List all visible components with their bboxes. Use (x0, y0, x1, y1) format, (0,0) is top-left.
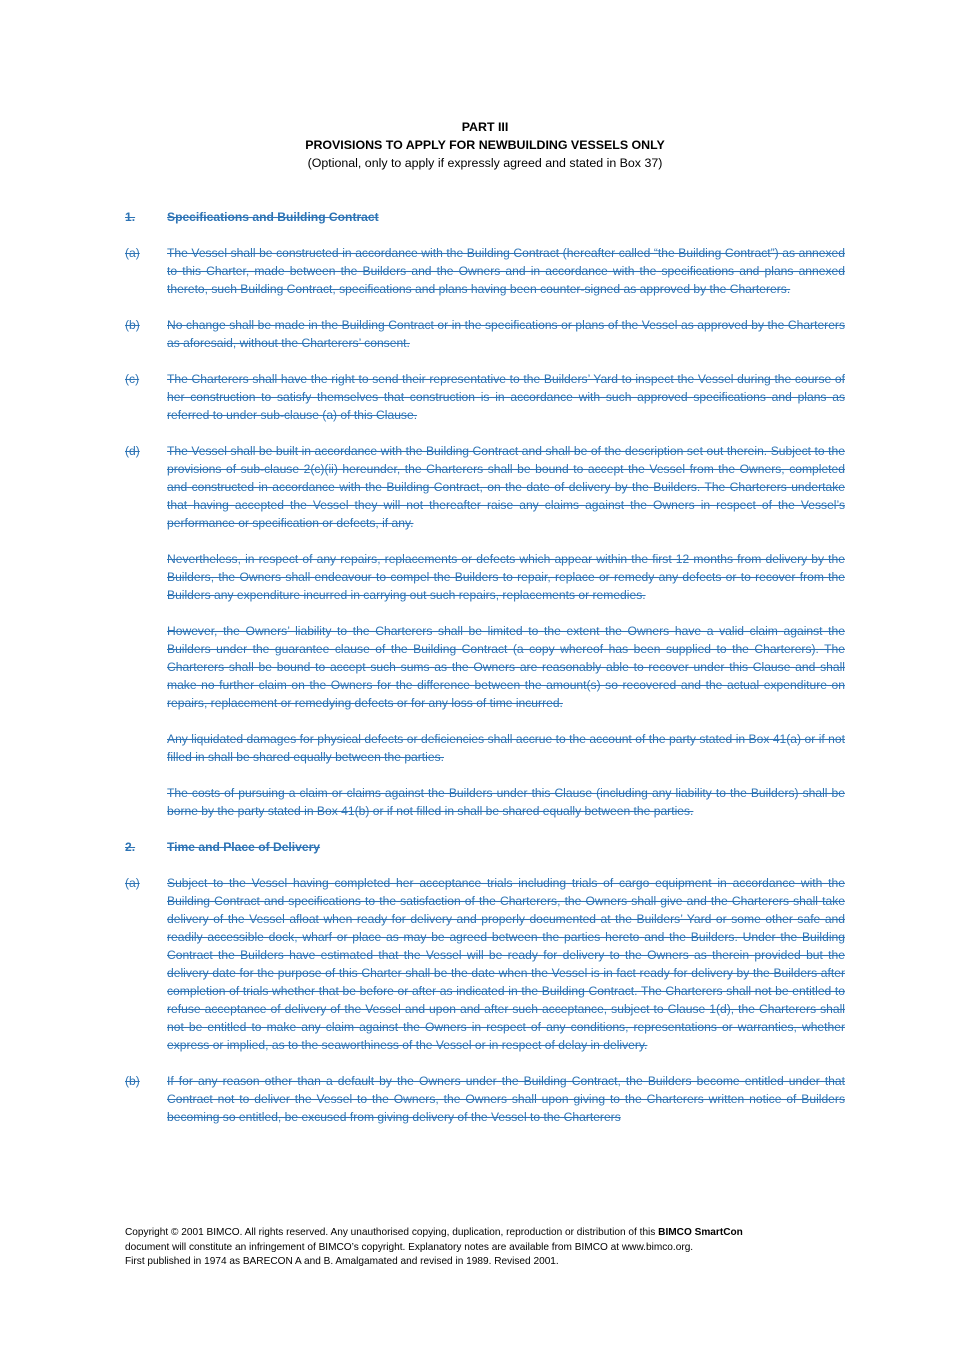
clause-2-heading (125, 838, 845, 856)
part-subtitle: (Optional, only to apply if expressly agreed and stated in Box 37) (307, 156, 663, 170)
clause-2-number: 2. (125, 840, 136, 854)
clause-2b-label: (b) (125, 1074, 140, 1088)
clause-1c-text: The Charterers shall have the right to send their representative to the Builders’ Yard to inspect the Vessel during the course of her construction to satisfy themselves that construction is in accordance with such approved specifications and plans as referred to under sub-clause (a) of this Clause. (167, 372, 845, 422)
footer-brand: BIMCO SmartCon (658, 1227, 743, 1238)
copyright-footer (125, 1226, 845, 1270)
clause-1b-text: No change shall be made in the Building Contract or in the specifications or plans of the Vessel as approved by the Charterers as aforesaid, without the Charterers’ consent. (167, 318, 845, 350)
part-label: PART III (461, 120, 509, 134)
title-block (125, 118, 845, 172)
clause-2b-text: If for any reason other than a default by the Owners under the Building Contract, the Builders become entitled under that Contract not to deliver the Vessel to the Owners, the Owners shall upon giving to the Charterers written notice of Builders becoming so entitled, be excused from giving delivery of the Vessel to the Charterers (167, 1074, 845, 1124)
footer-line-1-text: Copyright © 2001 BIMCO. All rights reserved. Any unauthorised copying, duplication, reproduction or distribution of this (125, 1227, 659, 1238)
footer-line-3: First published in 1974 as BARECON A and B. Amalgamated and revised in 1989. Revised 2001. (125, 1256, 559, 1267)
clause-1a-text: The Vessel shall be constructed in accordance with the Building Contract (hereafter called “the Building Contract”) as annexed to this Charter, made between the Builders and the Owners and in accordance with the specifications and plans annexed thereto, such Building Contract, specifications and plans having been counter-signed as approved by the Charterers. (167, 246, 845, 296)
clause-1a (125, 244, 845, 298)
clause-1d-paragraph-2: Nevertheless, in respect of any repairs, replacements or defects which appear within the first 12 months from delivery by the Builders, the Owners shall endeavour to compel the Builders to repair, replace or remedy any defects or to recover from the Builders any expenditure incurred in carrying out such repairs, replacements or remedies. (167, 552, 845, 602)
clause-2a (125, 874, 845, 1054)
clause-1-title: Specifications and Building Contract (167, 210, 379, 224)
clause-1-heading (125, 208, 845, 226)
clause-1-number: 1. (125, 210, 136, 224)
clause-1c-label: (c) (125, 372, 140, 386)
clause-2b (125, 1072, 845, 1126)
footer-line-2: document will constitute an infringement of BIMCO’s copyright. Explanatory notes are available from BIMCO at www.bimco.org. (125, 1241, 694, 1253)
clause-2-title: Time and Place of Delivery (167, 840, 321, 854)
clause-1d-paragraph-5: The costs of pursuing a claim or claims against the Builders under this Clause (including any liability to the Builders) shall be borne by the party stated in Box 41(b) or if not filled in shall be shared equally between the parties. (167, 786, 845, 818)
clause-2a-label: (a) (125, 876, 140, 890)
clause-1d-text: The Vessel shall be built in accordance with the Building Contract and shall be of the description set out therein. Subject to the provisions of sub-clause 2(c)(ii) hereunder, the Charterers shall be bound to accept the Vessel from the Owners, completed and constructed in accordance with the Building Contract, on the date of delivery by the Builders. The Charterers undertake that having accepted the Vessel they will not thereafter raise any claims against the Owners in respect of the Vessel’s performance or specification or defects, if any. (167, 444, 845, 530)
clause-1a-label: (a) (125, 246, 140, 260)
part-title: PROVISIONS TO APPLY FOR NEWBUILDING VESSELS ONLY (305, 138, 665, 152)
clause-1d (125, 442, 845, 532)
footer-line-1 (125, 1226, 845, 1241)
document-page (125, 118, 845, 1126)
struck-clauses (125, 208, 845, 1126)
clause-1b-label: (b) (125, 318, 140, 332)
clause-1b (125, 316, 845, 352)
clause-1c (125, 370, 845, 424)
clause-2a-text: Subject to the Vessel having completed her acceptance trials including trials of cargo equipment in accordance with the Building Contract and specifications to the satisfaction of the Charterers, the Owners shall give and the Charterers shall take delivery of the Vessel afloat when ready for delivery and properly documented at the Builders’ Yard or some other safe and readily accessible dock, wharf or place as may be agreed between the parties hereto and the Builders. Under the Building Contract the Builders have estimated that the Vessel will be ready for delivery to the Owners as therein provided but the delivery date for the purpose of this Charter shall be the date when the Vessel is in fact ready for delivery by the Builders after completion of trials whether that be before or after as indicated in the Building Contract. The Charterers shall not be entitled to refuse acceptance of delivery of the Vessel and upon and after such acceptance, subject to Clause 1(d), the Charterers shall not be entitled to make any claim against the Owners in respect of any conditions, representations or warranties, whether express or implied, as to the seaworthiness of the Vessel or in respect of delay in delivery. (167, 876, 845, 1052)
clause-1d-paragraph-3: However, the Owners’ liability to the Charterers shall be limited to the extent the Owners have a valid claim against the Builders under the guarantee clause of the Building Contract (a copy whereof has been supplied to the Charterers). The Charterers shall be bound to accept such sums as the Owners are reasonably able to recover under this Clause and shall make no further claim on the Owners for the difference between the amount(s) so recovered and the actual expenditure on repairs, replacement or remedying defects or for any loss of time incurred. (167, 624, 845, 710)
clause-1d-paragraph-4: Any liquidated damages for physical defects or deficiencies shall accrue to the account of the party stated in Box 41(a) or if not filled in shall be shared equally between the parties. (167, 732, 845, 764)
clause-1d-label: (d) (125, 444, 140, 458)
